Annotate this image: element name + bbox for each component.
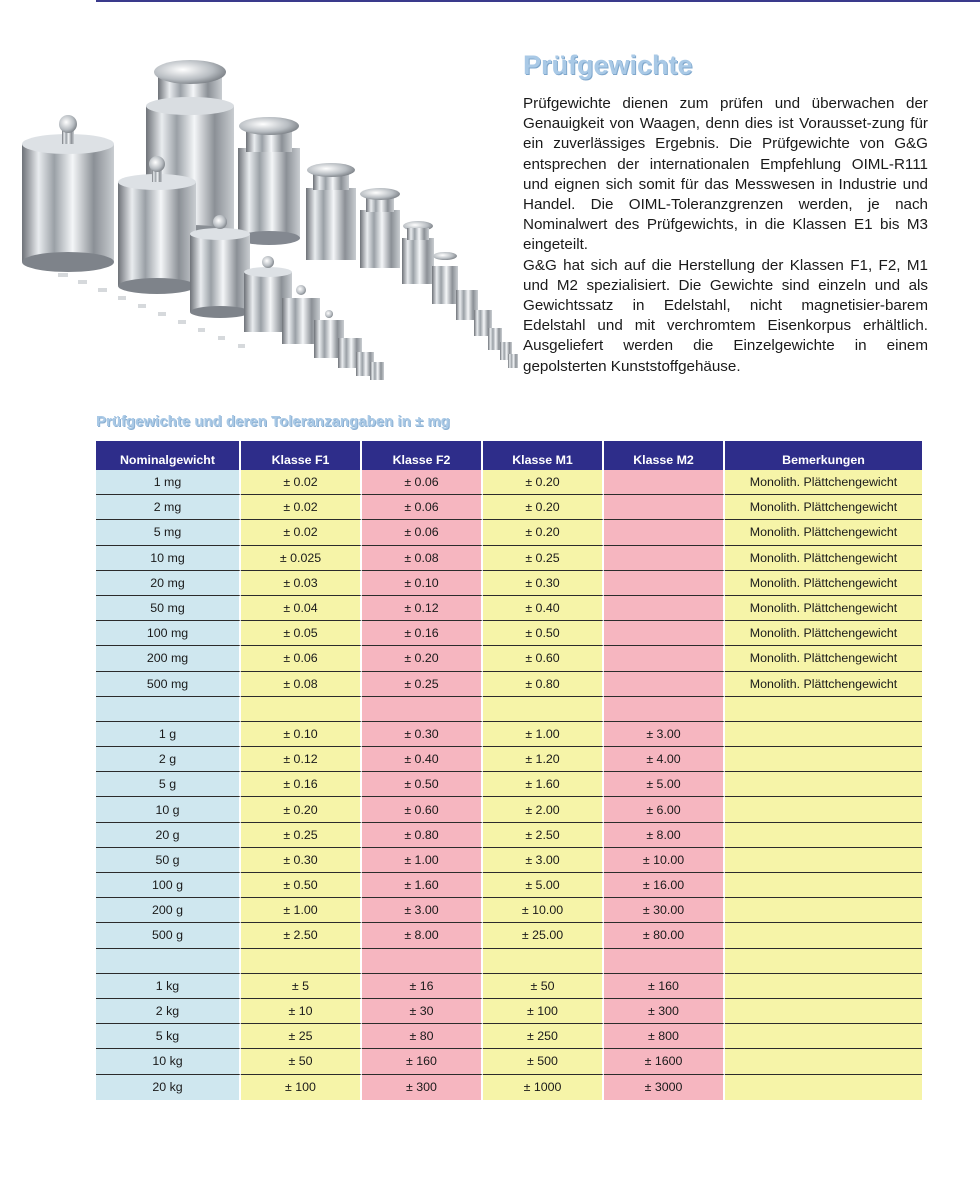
intro-text xyxy=(523,94,928,377)
header-class-m1: Klasse M1 xyxy=(483,441,604,470)
cell-class-m2 xyxy=(604,571,725,596)
cell-class-m2 xyxy=(604,949,725,974)
table-header-row xyxy=(96,441,922,470)
cell-nominal: 20 g xyxy=(96,823,241,848)
cell-class-m2 xyxy=(604,697,725,722)
cell-class-m2: ± 30.00 xyxy=(604,898,725,923)
cell-class-f2: ± 3.00 xyxy=(362,898,483,923)
cell-remarks: Monolith. Plättchengewicht xyxy=(725,672,922,697)
cell-class-f1: ± 10 xyxy=(241,999,362,1024)
cell-class-f2: ± 0.06 xyxy=(362,495,483,520)
cell-class-m1: ± 10.00 xyxy=(483,898,604,923)
table-row xyxy=(96,999,922,1024)
cell-class-f1: ± 0.16 xyxy=(241,772,362,797)
cell-remarks xyxy=(725,949,922,974)
cell-nominal: 5 g xyxy=(96,772,241,797)
cell-nominal xyxy=(96,949,241,974)
cell-nominal: 20 mg xyxy=(96,571,241,596)
cell-nominal: 10 mg xyxy=(96,546,241,571)
cell-class-m1: ± 0.20 xyxy=(483,495,604,520)
cell-class-f1 xyxy=(241,949,362,974)
cell-remarks: Monolith. Plättchengewicht xyxy=(725,495,922,520)
cell-nominal: 200 mg xyxy=(96,646,241,671)
cell-class-f1: ± 0.04 xyxy=(241,596,362,621)
cell-remarks xyxy=(725,1075,922,1100)
cell-class-m1: ± 2.50 xyxy=(483,823,604,848)
table-row xyxy=(96,974,922,999)
header-nominal: Nominalgewicht xyxy=(96,441,241,470)
table-row xyxy=(96,596,922,621)
cell-remarks xyxy=(725,873,922,898)
cell-class-f2: ± 0.20 xyxy=(362,646,483,671)
cell-nominal: 100 g xyxy=(96,873,241,898)
calibration-weights-image xyxy=(18,48,523,400)
cell-class-f2: ± 8.00 xyxy=(362,923,483,948)
table-row xyxy=(96,1049,922,1074)
table-row xyxy=(96,646,922,671)
cell-class-m2 xyxy=(604,646,725,671)
cell-remarks xyxy=(725,848,922,873)
cell-remarks xyxy=(725,797,922,822)
table-row xyxy=(96,797,922,822)
cell-class-m1: ± 0.20 xyxy=(483,520,604,545)
cell-class-m2: ± 8.00 xyxy=(604,823,725,848)
cell-nominal: 500 mg xyxy=(96,672,241,697)
cell-class-m2 xyxy=(604,470,725,495)
cell-class-m2 xyxy=(604,495,725,520)
cell-remarks: Monolith. Plättchengewicht xyxy=(725,470,922,495)
cell-remarks: Monolith. Plättchengewicht xyxy=(725,621,922,646)
table-row xyxy=(96,898,922,923)
cell-class-f1: ± 0.08 xyxy=(241,672,362,697)
cell-class-m1 xyxy=(483,949,604,974)
cell-remarks: Monolith. Plättchengewicht xyxy=(725,546,922,571)
cell-class-f2 xyxy=(362,697,483,722)
table-row xyxy=(96,848,922,873)
cell-class-m2 xyxy=(604,672,725,697)
cell-class-m1: ± 2.00 xyxy=(483,797,604,822)
cell-class-m2: ± 16.00 xyxy=(604,873,725,898)
cell-class-f2: ± 0.06 xyxy=(362,520,483,545)
cell-class-f2: ± 0.12 xyxy=(362,596,483,621)
cell-nominal: 500 g xyxy=(96,923,241,948)
cell-nominal: 5 kg xyxy=(96,1024,241,1049)
cell-class-m2: ± 800 xyxy=(604,1024,725,1049)
cell-remarks xyxy=(725,923,922,948)
cell-nominal xyxy=(96,697,241,722)
cell-class-m2: ± 300 xyxy=(604,999,725,1024)
cell-class-m1: ± 1000 xyxy=(483,1075,604,1100)
table-row xyxy=(96,672,922,697)
cell-nominal: 200 g xyxy=(96,898,241,923)
cell-remarks xyxy=(725,823,922,848)
cell-class-f1: ± 50 xyxy=(241,1049,362,1074)
cell-class-f2: ± 0.06 xyxy=(362,470,483,495)
cell-class-m2 xyxy=(604,520,725,545)
cell-class-f2: ± 0.10 xyxy=(362,571,483,596)
cell-remarks xyxy=(725,1024,922,1049)
cell-nominal: 1 mg xyxy=(96,470,241,495)
table-row xyxy=(96,747,922,772)
header-remarks: Bemerkungen xyxy=(725,441,922,470)
cell-class-f1: ± 2.50 xyxy=(241,923,362,948)
cell-class-m1: ± 5.00 xyxy=(483,873,604,898)
cell-class-f1: ± 0.10 xyxy=(241,722,362,747)
cell-class-f2: ± 1.00 xyxy=(362,848,483,873)
cell-class-f2 xyxy=(362,949,483,974)
cell-class-f1: ± 0.05 xyxy=(241,621,362,646)
cell-class-m1: ± 0.25 xyxy=(483,546,604,571)
cell-class-m2 xyxy=(604,596,725,621)
cell-class-f1 xyxy=(241,697,362,722)
table-row xyxy=(96,949,922,974)
cell-class-m1: ± 0.40 xyxy=(483,596,604,621)
cell-class-m1: ± 1.60 xyxy=(483,772,604,797)
cell-class-f2: ± 0.50 xyxy=(362,772,483,797)
table-row xyxy=(96,571,922,596)
cell-class-f1: ± 0.06 xyxy=(241,646,362,671)
cell-class-f1: ± 100 xyxy=(241,1075,362,1100)
cell-class-m1: ± 25.00 xyxy=(483,923,604,948)
cell-class-m1: ± 100 xyxy=(483,999,604,1024)
tolerance-table xyxy=(96,441,922,1100)
cell-remarks xyxy=(725,974,922,999)
cell-class-m1: ± 0.50 xyxy=(483,621,604,646)
table-row xyxy=(96,823,922,848)
cell-class-f1: ± 0.12 xyxy=(241,747,362,772)
cell-class-f2: ± 0.80 xyxy=(362,823,483,848)
table-body xyxy=(96,470,922,1100)
table-row xyxy=(96,722,922,747)
table-title: Prüfgewichte und deren Toleranzangaben in ± mg xyxy=(96,413,450,430)
table-row xyxy=(96,873,922,898)
header-class-m2: Klasse M2 xyxy=(604,441,725,470)
cell-remarks: Monolith. Plättchengewicht xyxy=(725,520,922,545)
table-row xyxy=(96,470,922,495)
cell-class-f2: ± 0.40 xyxy=(362,747,483,772)
header-class-f1: Klasse F1 xyxy=(241,441,362,470)
cell-class-f1: ± 0.03 xyxy=(241,571,362,596)
table-row xyxy=(96,621,922,646)
cell-nominal: 10 kg xyxy=(96,1049,241,1074)
cell-class-f2: ± 30 xyxy=(362,999,483,1024)
cell-class-m2: ± 5.00 xyxy=(604,772,725,797)
cell-class-m1: ± 3.00 xyxy=(483,848,604,873)
cell-class-m2: ± 6.00 xyxy=(604,797,725,822)
cell-class-m1: ± 0.30 xyxy=(483,571,604,596)
cell-class-f2: ± 0.16 xyxy=(362,621,483,646)
cell-class-f2: ± 16 xyxy=(362,974,483,999)
cell-nominal: 100 mg xyxy=(96,621,241,646)
cell-remarks xyxy=(725,999,922,1024)
intro-paragraph-2: G&G hat sich auf die Herstellung der Klassen F1, F2, M1 und M2 spezialisiert. Die Gewichte sind einzeln und als Gewichtssatz in Edelstahl, nicht magnetisier-barem Edelstahl und mit verchromtem Eisenkorpus erhältlich. Ausgeliefert werden die Einzelgewichte in einem gepolsterten Kunststoffgehäuse. xyxy=(523,256,928,375)
cell-class-m2: ± 80.00 xyxy=(604,923,725,948)
cell-nominal: 1 kg xyxy=(96,974,241,999)
cell-class-m2: ± 160 xyxy=(604,974,725,999)
cell-class-f2: ± 0.60 xyxy=(362,797,483,822)
table-row xyxy=(96,495,922,520)
table-row xyxy=(96,697,922,722)
cell-class-f1: ± 0.025 xyxy=(241,546,362,571)
cell-nominal: 1 g xyxy=(96,722,241,747)
cell-remarks: Monolith. Plättchengewicht xyxy=(725,646,922,671)
table-row xyxy=(96,772,922,797)
table-row xyxy=(96,923,922,948)
table-row xyxy=(96,546,922,571)
cell-class-f1: ± 0.02 xyxy=(241,470,362,495)
cell-class-m2: ± 4.00 xyxy=(604,747,725,772)
cell-remarks xyxy=(725,722,922,747)
cell-class-f2: ± 80 xyxy=(362,1024,483,1049)
cell-class-f1: ± 0.25 xyxy=(241,823,362,848)
cell-class-m1: ± 0.80 xyxy=(483,672,604,697)
cell-class-m1: ± 500 xyxy=(483,1049,604,1074)
table-row xyxy=(96,520,922,545)
cell-nominal: 2 mg xyxy=(96,495,241,520)
cell-class-f1: ± 0.20 xyxy=(241,797,362,822)
cell-class-f2: ± 1.60 xyxy=(362,873,483,898)
header-class-f2: Klasse F2 xyxy=(362,441,483,470)
cell-class-f2: ± 0.25 xyxy=(362,672,483,697)
cell-class-m2: ± 3000 xyxy=(604,1075,725,1100)
table-row xyxy=(96,1075,922,1100)
cell-class-f1: ± 0.02 xyxy=(241,495,362,520)
cell-remarks xyxy=(725,747,922,772)
cell-remarks: Monolith. Plättchengewicht xyxy=(725,571,922,596)
cell-class-m1: ± 1.00 xyxy=(483,722,604,747)
cell-remarks xyxy=(725,697,922,722)
cell-nominal: 20 kg xyxy=(96,1075,241,1100)
cell-nominal: 2 g xyxy=(96,747,241,772)
cell-class-m2 xyxy=(604,546,725,571)
cell-class-m1: ± 1.20 xyxy=(483,747,604,772)
cell-remarks xyxy=(725,898,922,923)
cell-class-f2: ± 300 xyxy=(362,1075,483,1100)
cell-class-f1: ± 25 xyxy=(241,1024,362,1049)
cell-class-f1: ± 0.02 xyxy=(241,520,362,545)
cell-class-f1: ± 1.00 xyxy=(241,898,362,923)
cell-nominal: 5 mg xyxy=(96,520,241,545)
cell-class-m1: ± 0.20 xyxy=(483,470,604,495)
cell-nominal: 50 g xyxy=(96,848,241,873)
cell-class-m2: ± 3.00 xyxy=(604,722,725,747)
page-title: Prüfgewichte xyxy=(523,50,693,80)
cell-class-m2: ± 1600 xyxy=(604,1049,725,1074)
cell-class-m1 xyxy=(483,697,604,722)
cell-class-f1: ± 0.50 xyxy=(241,873,362,898)
cell-nominal: 10 g xyxy=(96,797,241,822)
cell-class-f2: ± 160 xyxy=(362,1049,483,1074)
cell-remarks: Monolith. Plättchengewicht xyxy=(725,596,922,621)
cell-remarks xyxy=(725,1049,922,1074)
cell-class-m1: ± 50 xyxy=(483,974,604,999)
cell-nominal: 50 mg xyxy=(96,596,241,621)
cell-class-f2: ± 0.08 xyxy=(362,546,483,571)
intro-paragraph-1: Prüfgewichte dienen zum prüfen und überwachen der Genauigkeit von Waagen, denn dies ist Vorausset-zung für ein zuverlässiges Ergebnis. Die Prüfgewichte von G&G entsprechen der internationalen Empfehlung OIML-R111 und eignen sich somit für das Messwesen in Industrie und Handel. Die OIML-Toleranzgrenzen werden, je nach Nominalwert des Prüfgewichts, in die Klassen E1 bis M3 eingeteilt. xyxy=(523,95,928,254)
cell-class-f1: ± 5 xyxy=(241,974,362,999)
top-rule xyxy=(96,0,980,2)
cell-class-m1: ± 250 xyxy=(483,1024,604,1049)
cell-nominal: 2 kg xyxy=(96,999,241,1024)
cell-class-m2: ± 10.00 xyxy=(604,848,725,873)
cell-class-f2: ± 0.30 xyxy=(362,722,483,747)
cell-remarks xyxy=(725,772,922,797)
cell-class-m2 xyxy=(604,621,725,646)
table-row xyxy=(96,1024,922,1049)
cell-class-m1: ± 0.60 xyxy=(483,646,604,671)
cell-class-f1: ± 0.30 xyxy=(241,848,362,873)
